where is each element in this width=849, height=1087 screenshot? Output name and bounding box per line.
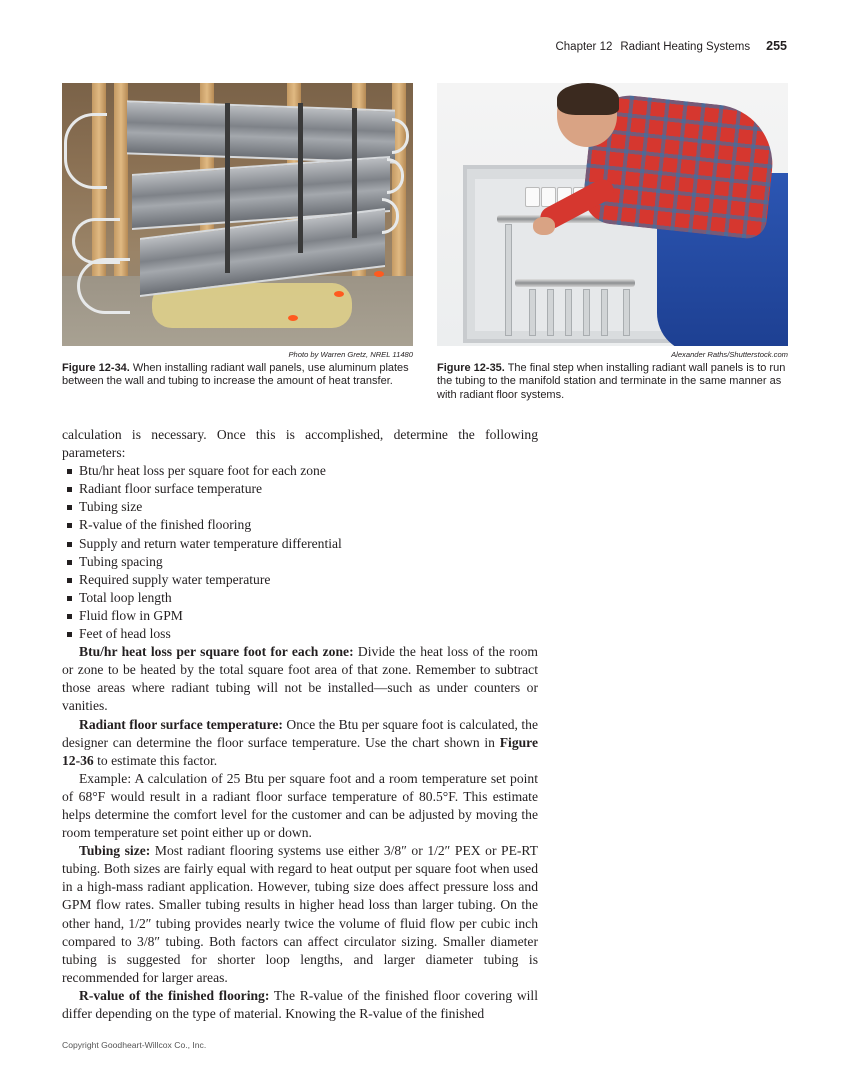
list-item: Required supply water temperature: [62, 571, 538, 589]
list-item: Tubing spacing: [62, 553, 538, 571]
list-item: Total loop length: [62, 589, 538, 607]
bullet-icon: [67, 469, 72, 474]
list-item: Radiant floor surface temperature: [62, 480, 538, 498]
figure-reference: Figure 12-36: [62, 734, 538, 768]
list-item: Fluid flow in GPM: [62, 607, 538, 625]
section-heading: Radiant floor surface temperature:: [79, 716, 283, 732]
section-heading: R-value of the finished flooring:: [79, 987, 270, 1003]
section-r-value: R-value of the finished flooring: The R-value of the finished floor covering will differ depending on the type of material. Knowing the R-value of the finished: [62, 987, 538, 1021]
section-floor-surface-temp: Radiant floor surface temperature: Once the Btu per square foot is calculated, the designer can determine the floor surface temperature. Use the chart shown in Figure 12-36 to estimate this factor.: [62, 716, 538, 768]
running-header: [555, 39, 787, 53]
photo-credit: Alexander Raths/Shutterstock.com: [671, 350, 788, 359]
list-item: Tubing size: [62, 498, 538, 516]
figure-label: Figure 12-34.: [62, 362, 130, 374]
figure-12-34: [62, 83, 413, 389]
bullet-icon: [67, 560, 72, 565]
bullet-icon: [67, 542, 72, 547]
body-text: [62, 426, 538, 1023]
section-heat-loss: Btu/hr heat loss per square foot for each zone: Divide the heat loss of the room or zone to be heated by the total square foot area of that zone. Remember to subtract those areas where radiant tubing will not be installed—such as under counters or vanities.: [62, 644, 538, 714]
caption-text: When installing radiant wall panels, use aluminum plates between the wall and tubing to increase the amount of heat transfer.: [62, 362, 409, 388]
section-heading: Tubing size:: [79, 843, 151, 859]
bullet-icon: [67, 523, 72, 528]
photo-credit: Photo by Warren Gretz, NREL 11480: [288, 350, 413, 359]
intro-paragraph: calculation is necessary. Once this is accomplished, determine the following parameters:: [62, 427, 538, 461]
figure-caption: [437, 362, 788, 402]
bullet-icon: [67, 487, 72, 492]
list-item: Feet of head loss: [62, 625, 538, 643]
figure-caption: [62, 362, 413, 389]
bullet-icon: [67, 632, 72, 637]
chapter-number: Chapter 12: [555, 41, 613, 53]
bullet-icon: [67, 578, 72, 583]
example-paragraph: Example: A calculation of 25 Btu per square foot and a room temperature set point of 68°F would result in a radiant floor surface temperature of 80.5°F. This estimate helps determine the comfort level for the customer and can be adjusted by moving the room temperature set point either up or down.: [62, 770, 538, 841]
parameter-list: [62, 462, 538, 643]
copyright-footer: Copyright Goodheart-Willcox Co., Inc.: [62, 1040, 207, 1050]
bullet-icon: [67, 505, 72, 510]
chapter-title: Radiant Heating Systems: [620, 41, 751, 53]
caption-text: The final step when installing radiant wall panels is to run the tubing to the manifold station and terminate in the same manner as with radiant floor systems.: [437, 362, 786, 401]
list-item: Supply and return water temperature differential: [62, 535, 538, 553]
figure-label: Figure 12-35.: [437, 362, 505, 374]
manifold-technician-photo: [437, 83, 788, 346]
bullet-icon: [67, 614, 72, 619]
page-number: 255: [766, 39, 787, 53]
radiant-wall-panels-photo: [62, 83, 413, 346]
list-item: R-value of the finished flooring: [62, 516, 538, 534]
bullet-icon: [67, 596, 72, 601]
list-item: Btu/hr heat loss per square foot for each zone: [62, 462, 538, 480]
figure-12-35: [437, 83, 788, 402]
section-heading: Btu/hr heat loss per square foot for each zone:: [79, 644, 354, 660]
section-tubing-size: Tubing size: Most radiant flooring systems use either 3/8″ or 1/2″ PEX or PE-RT tubing. Both sizes are fairly equal with regard to heat output per square foot when used in a high-mass radiant application. However, tubing size does affect pressure loss and GPM flow rates. Smaller tubing results in higher head loss than larger tubing. On the other hand, 1/2″ tubing provides nearly twice the volume of fluid flow per cubic inch compared to 3/8″ tubing. Both factors can affect circulator sizing. Smaller diameter tubing is suggested for shorter loop lengths, and larger diameter tubing is recommended for larger areas.: [62, 843, 538, 985]
